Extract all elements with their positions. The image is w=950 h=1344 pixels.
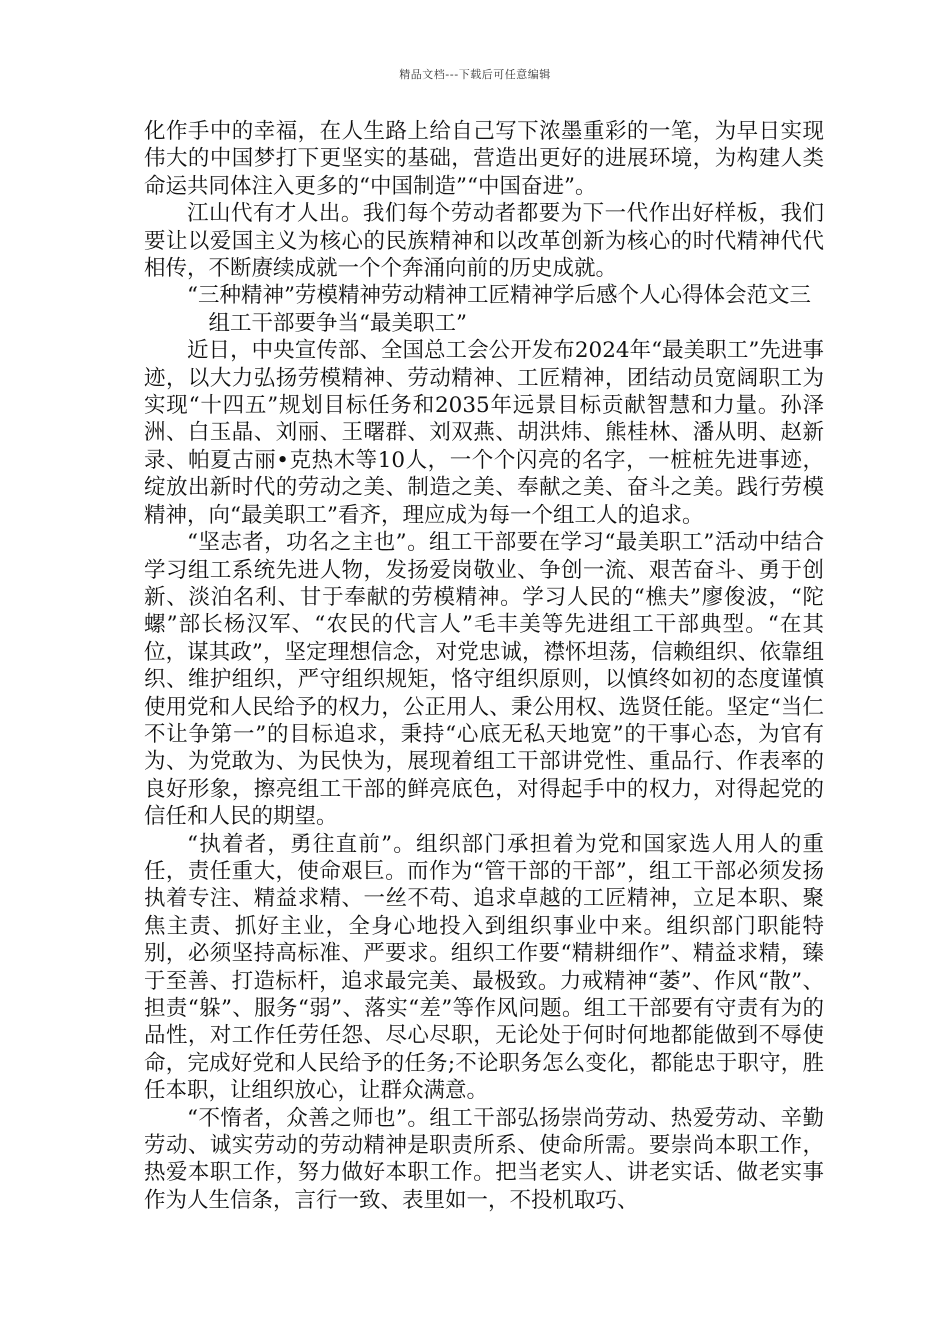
- document-body: [144, 118, 824, 1214]
- paragraph: 化作手中的幸福，在人生路上给自己写下浓墨重彩的一笔，为早日实现伟大的中国梦打下更坚实的基础，营造出更好的进展环境，为构建人类命运共同体注入更多的“中国制造”“中国奋进”。: [144, 119, 824, 199]
- paragraph: “三种精神”劳模精神劳动精神工匠精神学后感个人心得体会范文三: [187, 283, 811, 309]
- paragraph: 近日，中央宣传部、全国总工会公开发布2024年“最美职工”先进事迹，以大力弘扬劳模精神、劳动精神、工匠精神，团结动员宽阔职工为实现“十四五”规划目标任务和2035年远景目标贡献智慧和力量。孙泽洲、白玉晶、刘丽、王曙群、刘双燕、胡洪炜、熊桂林、潘从明、赵新录、帕夏古丽•克热木等10人，一个个闪亮的名字，一桩桩先进事迹，绽放出新时代的劳动之美、制造之美、奉献之美、奋斗之美。践行劳模精神，向“最美职工”看齐，理应成为每一个组工人的追求。: [144, 338, 824, 528]
- section-heading: 组工干部要争当“最美职工”: [208, 310, 467, 336]
- paragraph: 江山代有才人出。我们每个劳动者都要为下一代作出好样板，我们要让以爱国主义为核心的民族精神和以改革创新为核心的时代精神代代相传，不断赓续成就一个个奔涌向前的历史成就。: [144, 201, 824, 282]
- paragraph: “不惰者，众善之师也”。组工干部弘扬崇尚劳动、热爱劳动、辛勤劳动、诚实劳动的劳动精神是职责所系、使命所需。要崇尚本职工作，热爱本职工作，努力做好本职工作。把当老实人、讲老实话、做老实事作为人生信条，言行一致、表里如一，不投机取巧、: [144, 1105, 824, 1213]
- paragraph: “坚志者，功名之主也”。组工干部要在学习“最美职工”活动中结合学习组工系统先进人物，发扬爱岗敬业、争创一流、艰苦奋斗、勇于创新、淡泊名利、甘于奉献的劳模精神。学习人民的“樵夫”廖俊波，“陀螺”部长杨汉军、“农民的代言人”毛丰美等先进组工干部典型。“在其位，谋其政”，坚定理想信念，对党忠诚，襟怀坦荡，信赖组织、依靠组织、维护组织，严守组织规矩，恪守组织原则，以慎终如初的态度谨慎使用党和人民给予的权力，公正用人、秉公用权、选贤任能。坚定“当仁不让争第一”的目标追求，秉持“心底无私天地宽”的干事心态，为官有为、为党敢为、为民快为，展现着组工干部讲党性、重品行、作表率的良好形象，擦亮组工干部的鲜亮底色，对得起手中的权力，对得起党的信任和人民的期望。: [144, 530, 824, 830]
- paragraph: “执着者，勇往直前”。组织部门承担着为党和国家选人用人的重任，责任重大，使命艰巨。而作为“管干部的干部”，组工干部必须发扬执着专注、精益求精、一丝不苟、追求卓越的工匠精神，立足本职、聚焦主责、抓好主业，全身心地投入到组织事业中来。组织部门职能特别，必须坚持高标准、严要求。组织工作要“精耕细作”、精益求精，臻于至善、打造标杆，追求最完美、最极致。力戒精神“萎”、作风“散”、担责“躲”、服务“弱”、落实“差”等作风问题。组工干部要有守责有为的品性，对工作任劳任怨、尽心尽职，无论处于何时何地都能做到不辱使命，完成好党和人民给予的任务;不论职务怎么变化，都能忠于职守，胜任本职，让组织放心，让群众满意。: [144, 831, 824, 1104]
- page-header: 精品文档---下载后可任意编辑: [399, 68, 551, 81]
